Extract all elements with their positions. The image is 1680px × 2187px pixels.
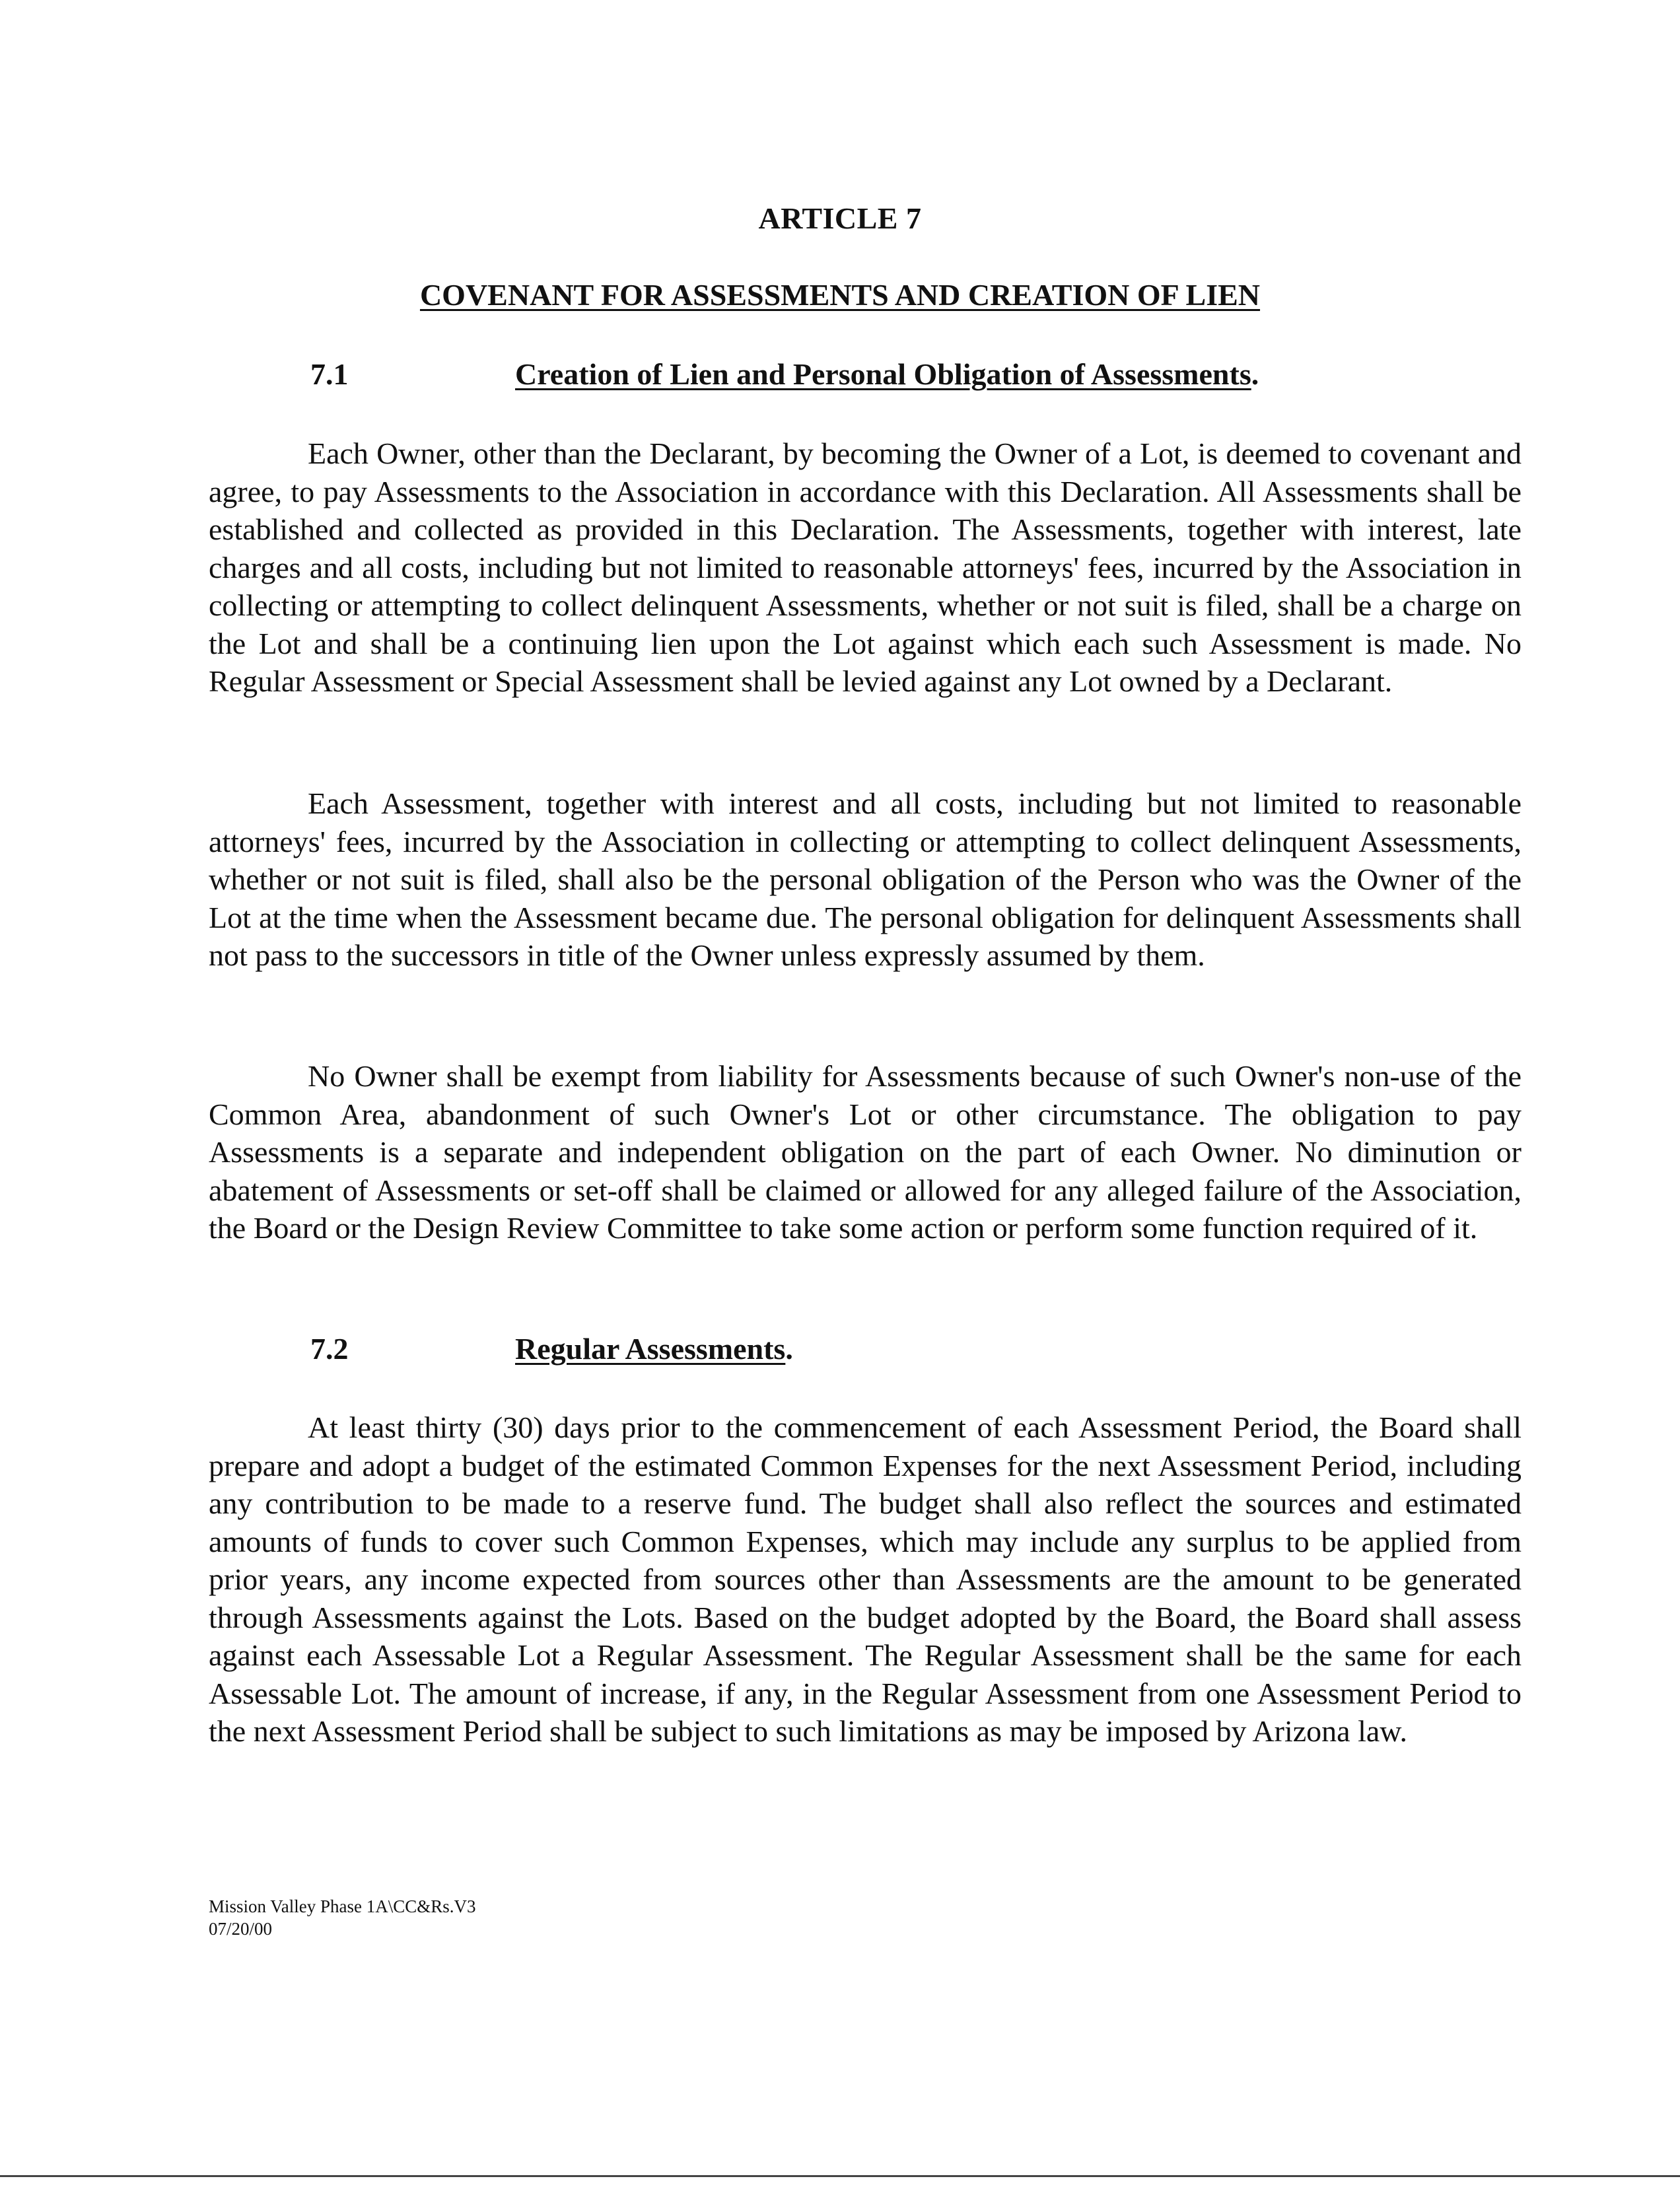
footer-document-name: Mission Valley Phase 1A\CC&Rs.V3 xyxy=(209,1896,476,1916)
section-title: Creation of Lien and Personal Obligation of Assessments xyxy=(515,357,1251,391)
section-heading-7-1 xyxy=(310,357,1259,392)
paragraph-7-1-a: Each Owner, other than the Declarant, by becoming the Owner of a Lot, is deemed to covenant and agree, to pay Assessments to the Association in accordance with this Declaration. All Assessments shall be established and collected as provided in this Declaration. The Assessments, together with interest, late charges and all costs, including but not limited to reasonable attorneys' fees, incurred by the Association in collecting or attempting to collect delinquent Assessments, whether or not suit is filed, shall be a charge on the Lot and shall be a continuing lien upon the Lot against which each such Assessment is made. No Regular Assessment or Special Assessment shall be levied against any Lot owned by a Declarant. xyxy=(209,436,1522,698)
section-number: 7.1 xyxy=(310,357,349,391)
article-subtitle xyxy=(0,277,1680,312)
paragraph-7-1-c: No Owner shall be exempt from liability for Assessments because of such Owner's non-use of the Common Area, abandonment of such Owner's Lot or other circumstance. The obligation to pay Assessments is a separate and independent obligation on the part of each Owner. No diminution or abatement of Assessments or set-off shall be claimed or allowed for any alleged failure of the Association, the Board or the Design Review Committee to take some action or perform some function required of it. xyxy=(209,1059,1522,1245)
footer xyxy=(209,1895,476,1940)
paragraph-7-2-a: At least thirty (30) days prior to the commencement of each Assessment Period, the Board shall prepare and adopt a budget of the estimated Common Expenses for the next Assessment Period, including any contribution to be made to a reserve fund. The budget shall also reflect the sources and estimated amounts of funds to cover such Common Expenses, which may include any surplus to be applied from prior years, any income expected from sources other than Assessments are the amount to be generated through Assessments against the Lots. Based on the budget adopted by the Board, the Board shall assess against each Assessable Lot a Regular Assessment. The Regular Assessment shall be the same for each Assessable Lot. The amount of increase, if any, in the Regular Assessment from one Assessment Period to the next Assessment Period shall be subject to such limitations as may be imposed by Arizona law. xyxy=(209,1410,1522,1748)
section-title-period: . xyxy=(1251,357,1259,391)
section-heading-7-2 xyxy=(310,1331,793,1366)
article-subtitle-text: COVENANT FOR ASSESSMENTS AND CREATION OF LIEN xyxy=(419,278,1261,312)
paragraph-7-1-b: Each Assessment, together with interest and all costs, including but not limited to reasonable attorneys' fees, incurred by the Association in collecting or attempting to collect delinquent Assessments, whether or not suit is filed, shall also be the personal obligation of the Person who was the Owner of the Lot at the time when the Assessment became due. The personal obligation for delinquent Assessments shall not pass to the successors in title of the Owner unless expressly assumed by them. xyxy=(209,786,1522,972)
section-title-period: . xyxy=(785,1332,793,1366)
bottom-rule xyxy=(0,2175,1680,2177)
article-title: ARTICLE 7 xyxy=(758,201,922,235)
section-title: Regular Assessments xyxy=(515,1332,786,1366)
footer-date: 07/20/00 xyxy=(209,1919,273,1939)
section-number: 7.2 xyxy=(310,1332,349,1366)
